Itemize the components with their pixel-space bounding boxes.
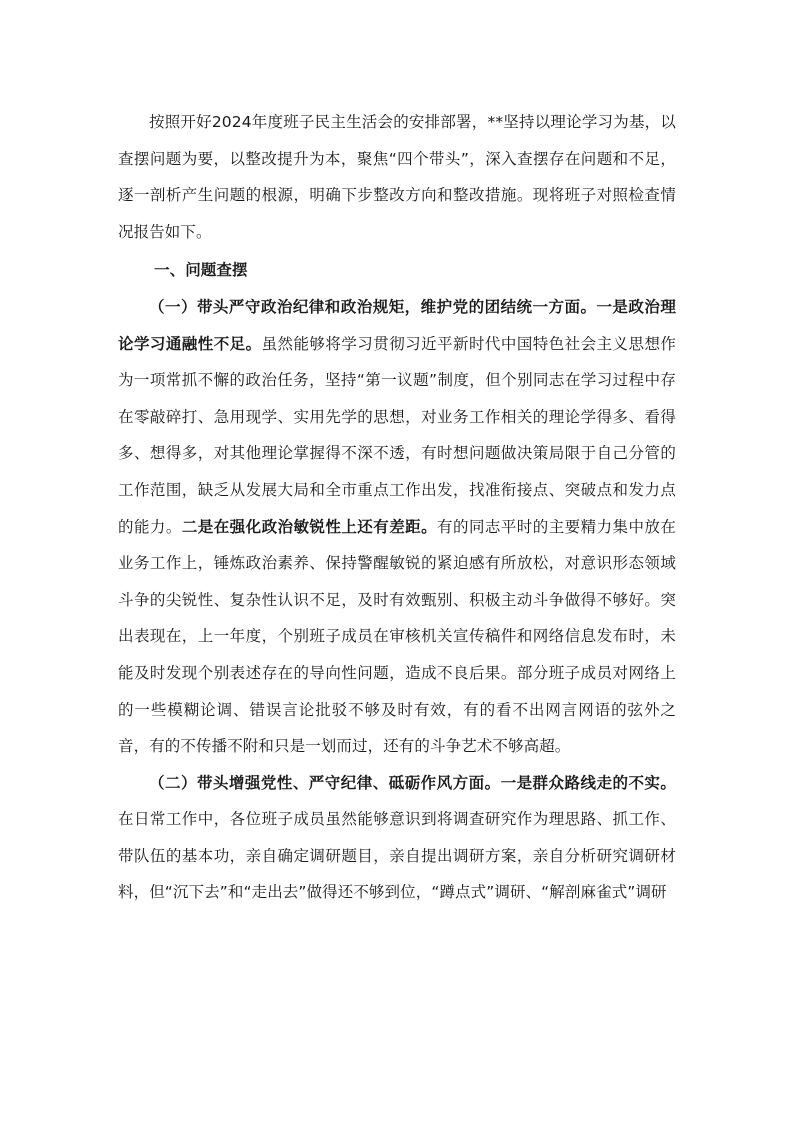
subsection-1-point-2-title: 二是在强化政治敏锐性上还有差距。: [181, 517, 438, 536]
subsection-1-point-2-text: 有的同志平时的主要精力集中放在业务工作上，锤炼政治素养、保持警醒敏锐的紧迫感有所放松，对意识形态领域斗争的尖锐性、复杂性认识不足，及时有效甄别、积极主动斗争做得不够好。突出表现在，上一年度，个别班子成员在审核机关宣传稿件和网络信息发布时，未能及时发现个别表述存在的导向性问题，造成不良后果。部分班子成员对网络上的一些模糊论调、错误言论批驳不够及时有效，有的看不出网言网语的弦外之音，有的不传播不附和只是一划而过，还有的斗争艺术不够高超。: [118, 517, 676, 756]
intro-paragraph: 按照开好2024年度班子民主生活会的安排部署，**坚持以理论学习为基，以查摆问题为要，以整改提升为本，聚焦“四个带头”，深入查摆存在问题和不足，逐一剖析产生问题的根源，明确下步整改方向和整改措施。现将班子对照检查情况报告如下。: [118, 113, 676, 241]
subsection-1-title: （一）带头严守政治纪律和政治规矩，维护党的团结统一方面。: [149, 297, 597, 316]
subsection-1-point-1-title: 一是政治理论学习通融性不足。: [118, 297, 676, 353]
subsection-1-point-1-text: 虽然能够将学习贯彻习近平新时代中国特色社会主义思想作为一项常抓不懈的政治任务，坚持“第一议题”制度，但个别同志在学习过程中存在零敲碎打、急用现学、实用先学的思想，对业务工作相关的理论学得多、看得多、想得多，对其他理论掌握得不深不透，有时想问题做决策局限于自己分管的工作范围，缺乏从发展大局和全市重点工作出发，找准衔接点、突破点和发力点的能力。: [118, 334, 676, 536]
subsection-2-point-1-title: 一是群众路线走的不实。: [500, 773, 677, 792]
subsection-2-paragraph: [118, 765, 676, 911]
subsection-2-point-1-text: 在日常工作中，各位班子成员虽然能够意识到将调查研究作为理思路、抓工作、带队伍的基本功，亲自确定调研题目，亲自提出调研方案，亲自分析研究调研材料，但“沉下去”和“走出去”做得还不够到位，“蹲点式”调研、“解剖麻雀式”调研: [118, 810, 676, 902]
section-heading-problems: 一、问题查摆: [154, 261, 248, 280]
subsection-2-title: （二）带头增强党性、严守纪律、砥砺作风方面。: [149, 773, 501, 792]
document-body: [118, 104, 676, 911]
subsection-1-paragraph: [118, 289, 676, 765]
